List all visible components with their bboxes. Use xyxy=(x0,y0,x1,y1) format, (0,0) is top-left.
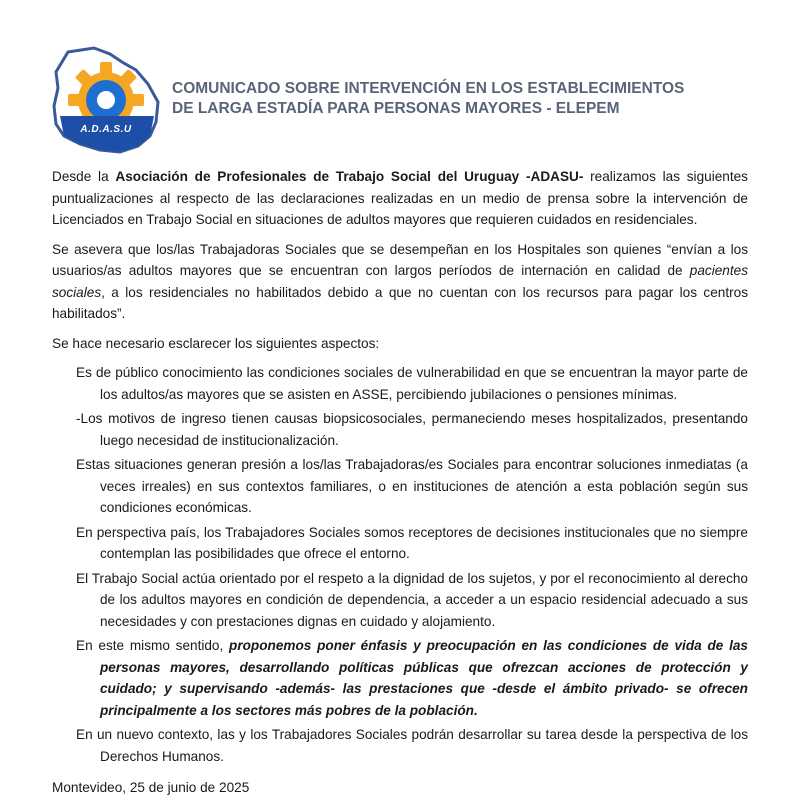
text: realizamos las siguientes puntualizaciones al respecto de las declaraciones realizadas en un medio de prensa sobre la intervención de Licenciados en Trabajo Social en situaciones de adultos mayores que requieren cuidados en residenciales. xyxy=(52,169,748,227)
aspects-list xyxy=(52,362,748,767)
list-item xyxy=(76,635,748,721)
title-line-1: COMUNICADO SOBRE INTERVENCIÓN EN LOS ESTABLECIMIENTOS xyxy=(172,80,685,97)
paragraph-intro xyxy=(52,166,748,231)
paragraph-aspects: Se hace necesario esclarecer los siguientes aspectos: xyxy=(52,335,380,351)
list-item: Es de público conocimiento las condiciones sociales de vulnerabilidad en que se encuentran la mayor parte de los adultos/as mayores que se asisten en ASSE, percibiendo jubilaciones o pensiones mínimas. xyxy=(76,365,748,402)
text: En este mismo sentido, xyxy=(76,638,230,653)
list-item: El Trabajo Social actúa orientado por el respeto a la dignidad de los sujetos, y por el reconocimiento al derecho de los adultos mayores en condición de dependencia, a acceder a un espacio residencial adecuado a sus necesidades y con prestaciones dignas en cuidado y alojamiento. xyxy=(76,570,748,629)
org-name: Asociación de Profesionales de Trabajo Social del Uruguay -ADASU- xyxy=(115,169,584,184)
document-body xyxy=(52,166,748,799)
page-title xyxy=(172,79,732,119)
list-item: -Los motivos de ingreso tienen causas biopsicosociales, permaneciendo meses hospitalizados, presentando luego necesidad de institucionalización. xyxy=(76,411,748,448)
adasu-logo-graphic xyxy=(50,44,162,156)
italic-term: pacientes sociales xyxy=(52,263,748,300)
list-item: En un nuevo contexto, las y los Trabajadores Sociales podrán desarrollar su tarea desde la perspectiva de los Derechos Humanos. xyxy=(76,727,748,764)
logo-text: A.D.A.S.U xyxy=(80,124,132,135)
paragraph-statement xyxy=(52,239,748,325)
text: Se asevera que los/las Trabajadoras Sociales que se desempeñan en los Hospitales son quienes “envían a los usuarios/as adultos mayores que se encuentran con largos períodos de internación en calidad de xyxy=(52,241,748,278)
list-item: En perspectiva país, los Trabajadores Sociales somos receptores de decisiones institucionales que no siempre contemplan las posibilidades que ofrece el entorno. xyxy=(76,524,748,561)
text: Desde la xyxy=(52,169,116,184)
emphasis-text: proponemos poner énfasis y preocupación en las condiciones de vida de las personas mayores, desarrollando políticas públicas que ofrezcan acciones de protección y cuidado; y supervisando -además- las prestaciones que -desde el ámbito privado- se ofrecen principalmente a los sectores más pobres de la población. xyxy=(100,638,748,718)
adasu-logo xyxy=(50,44,162,156)
list-item: Estas situaciones generan presión a los/las Trabajadoras/es Sociales para encontrar soluciones inmediatas (a veces irreales) en sus contextos familiares, o en instituciones de atención a esta población según sus condiciones económicas. xyxy=(76,457,748,515)
title-line-2: DE LARGA ESTADÍA PARA PERSONAS MAYORES - ELEPEM xyxy=(172,100,620,117)
signature-date: Montevideo, 25 de junio de 2025 xyxy=(52,780,250,795)
text: , a los residenciales no habilitados debido a que no cuentan con los recursos para pagar los centros habilitados”. xyxy=(52,284,748,321)
